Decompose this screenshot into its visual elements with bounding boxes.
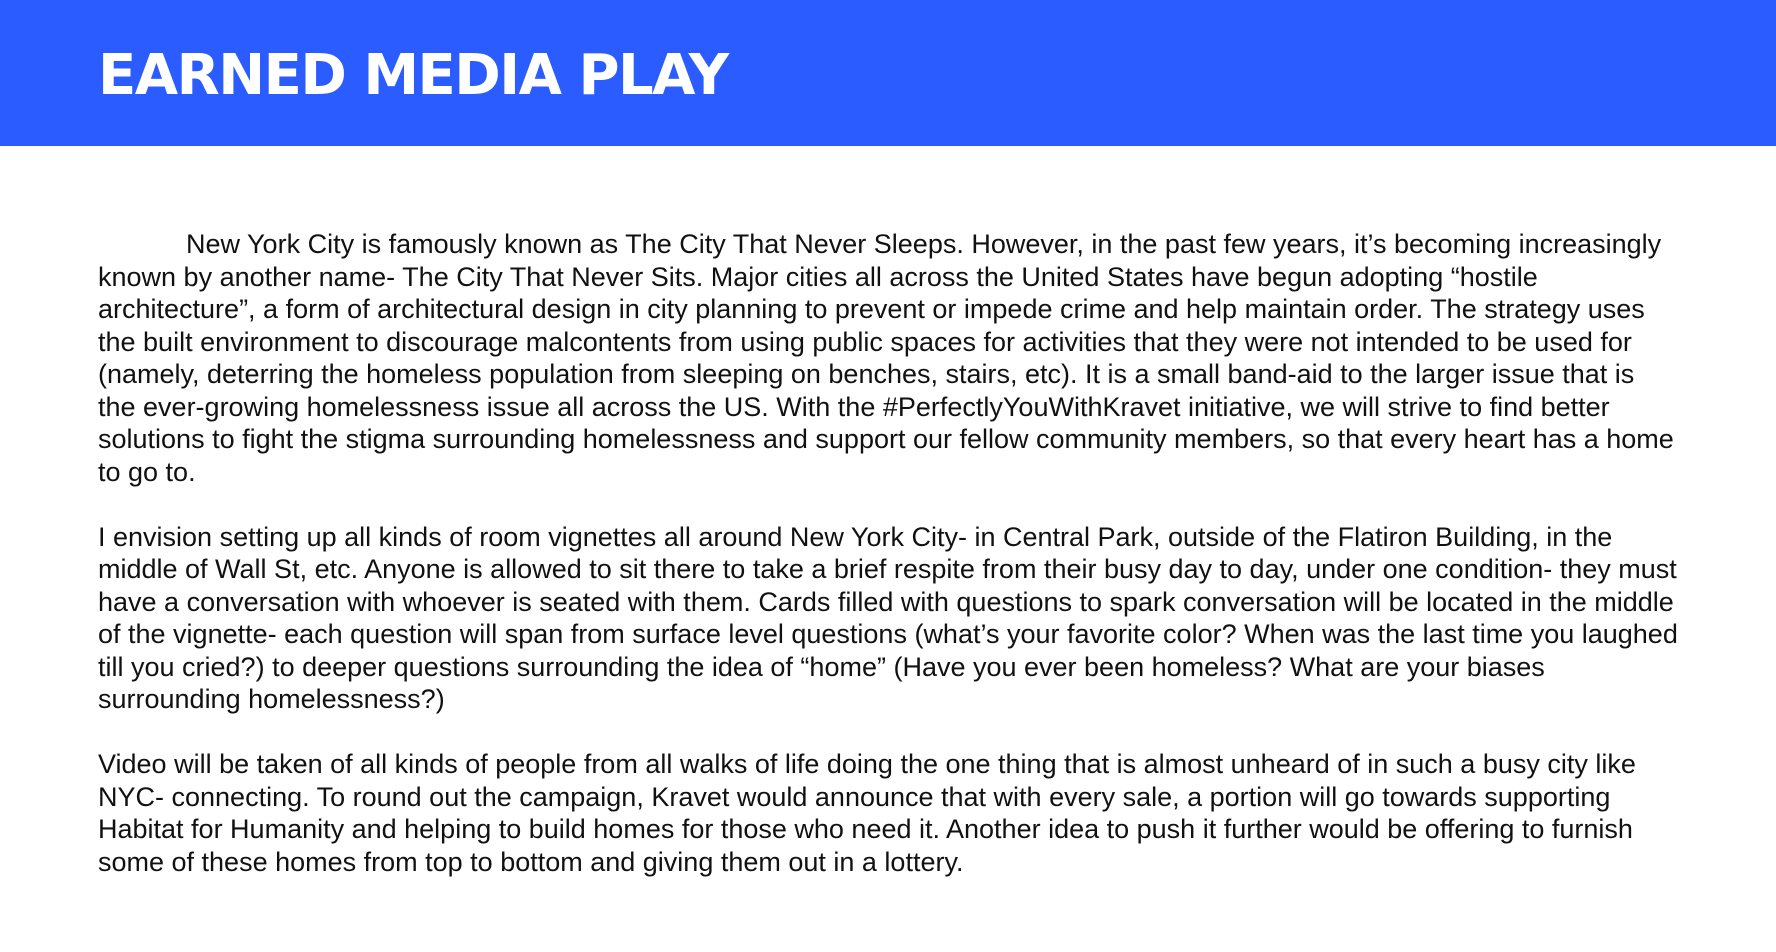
paragraph-video-campaign: Video will be taken of all kinds of people from all walks of life doing the one thing that is almost unheard of in such a busy city like NYC- connecting. To round out the campaign, Kravet would announce that with every sale, a portion will go towards supporting Habitat for Humanity and helping to build homes for those who need it. Another idea to push it further would be offering to furnish some of these homes from top to bottom and giving them out in a lottery. <box>98 749 1636 877</box>
paragraph-room-vignettes: I envision setting up all kinds of room vignettes all around New York City- in Central Park, outside of the Flatiron Building, in the middle of Wall St, etc. Anyone is allowed to sit there to take a brief respite from their busy day to day, under one condition- they must have a conversation with whoever is seated with them. Cards filled with questions to spark conversation will be located in the middle of the vignette- each question will span from surface level questions (what’s your favorite color? When was the last time you laughed till you cried?) to deeper questions surrounding the idea of “home” (Have you ever been homeless? What are your biases surrounding homelessness?) <box>98 521 1678 714</box>
page-title: EARNED MEDIA PLAY <box>98 43 728 108</box>
header-band <box>0 0 1776 146</box>
body-text <box>98 228 1678 878</box>
paragraph-hostile-architecture: New York City is famously known as The City That Never Sleeps. However, in the past few years, it’s becoming increasingly known by another name- The City That Never Sits. Major cities all across the United States have begun adopting “hostile architecture”, a form of architectural design in city planning to prevent or impede crime and help maintain order. The strategy uses the built environment to discourage malcontents from using public spaces for activities that they were not intended to be used for (namely, deterring the homeless population from sleeping on benches, stairs, etc). It is a small band-aid to the larger issue that is the ever-growing homelessness issue all across the US. With the #PerfectlyYouWithKravet initiative, we will strive to find better solutions to fight the stigma surrounding homelessness and support our fellow community members, so that every heart has a home to go to. <box>98 229 1674 487</box>
